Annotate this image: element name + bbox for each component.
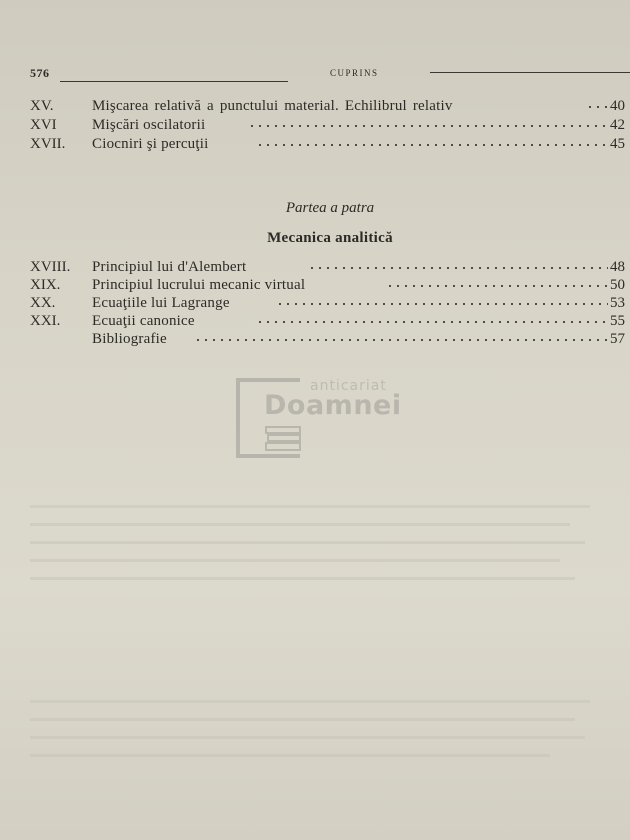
chapter-number: XIX. [30,277,61,293]
toc-entry [30,134,630,154]
dot-leader [194,332,608,344]
dot-leader [586,99,610,111]
page-ref: 53 [610,295,625,311]
chapter-number: XV. [30,98,54,114]
chapter-number: XVI [30,117,57,133]
chapter-title: Ecuaţii canonice [92,313,195,329]
books-icon [264,424,304,459]
page-ref: 57 [610,331,625,347]
dot-leader [248,118,608,130]
running-head: CUPRINS [330,68,379,78]
toc-entry [30,329,630,349]
chapter-title: Bibliografie [92,331,167,347]
header-rule-left [60,81,288,82]
chapter-number: XXI. [30,313,61,329]
watermark-brand-text: Doamnei [264,390,402,421]
toc-entry [30,96,630,116]
dot-leader [276,296,608,308]
page-ref: 45 [610,136,625,152]
toc-entry [30,311,630,331]
dot-leader [386,278,608,290]
page-ref: 55 [610,313,625,329]
dot-leader [256,314,608,326]
toc-entry [30,275,630,295]
toc-entry [30,257,630,277]
section-title: Mecanica analitică [267,230,393,246]
chapter-number: XVIII. [30,259,71,275]
dot-leader [308,260,608,272]
chapter-title: Mişcarea relativă a punctului material. Echilibrul relativ [92,98,453,114]
page-ref: 40 [610,98,625,114]
header-rule-right [430,72,630,73]
toc-entry [30,293,630,313]
watermark-small-text: anticariat [310,378,387,394]
toc-entry [30,115,630,135]
chapter-title: Principiul lucrului mecanic virtual [92,277,306,293]
page-ref: 48 [610,259,625,275]
dot-leader [256,137,608,149]
chapter-title: Mişcări oscilatorii [92,117,206,133]
page-ref: 50 [610,277,625,293]
chapter-number: XVII. [30,136,66,152]
page-number: 576 [30,66,50,80]
chapter-title: Ciocniri şi percuţii [92,136,209,152]
chapter-title: Ecuaţiile lui Lagrange [92,295,230,311]
part-title: Partea a patra [285,200,375,216]
watermark-logo [236,378,406,464]
page-header [30,66,630,86]
chapter-number: XX. [30,295,56,311]
chapter-title: Principiul lui d'Alembert [92,259,247,275]
page-ref: 42 [610,117,625,133]
